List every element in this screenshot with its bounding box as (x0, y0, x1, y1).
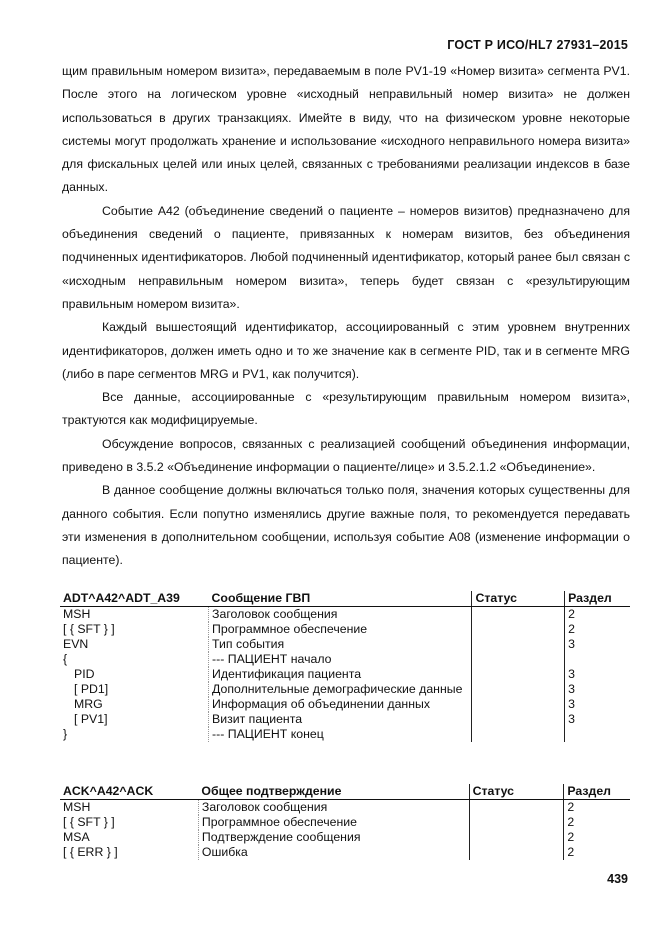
segment-code: MSH (63, 607, 91, 621)
paragraph-identifiers: Каждый вышестоящий идентификатор, ассоциированный с этим уровнем внутренних идентификаторов, должен иметь одно и то же значение как в сегменте PID, так и в сегменте MRG (либо в паре сегментов MRG и PV1, как получится). (62, 320, 630, 381)
document-standard-header: ГОСТ Р ИСО/HL7 27931–2015 (447, 38, 628, 52)
segment-status (472, 667, 565, 682)
table-row (60, 845, 630, 860)
segment-section: 2 (564, 800, 630, 816)
segment-status (472, 637, 565, 652)
segment-description: Информация об объединении данных (209, 697, 472, 712)
paragraph-fields: В данное сообщение должны включаться только поля, значения которых существенны для данного события. Если попутно изменялись другие важные поля, то рекомендуется передавать эти изменения в дополнительном сообщении, используя событие A08 (изменение информации о пациенте). (62, 483, 630, 568)
paragraph-modifiable: Все данные, ассоциированные с «результирующим правильным номером визита», трактуются как модифицируемые. (62, 390, 630, 428)
page-number: 439 (607, 872, 628, 886)
table-row (60, 697, 630, 712)
table-header-row (60, 591, 630, 607)
table-row (60, 727, 630, 742)
segment-status (472, 607, 565, 623)
column-header-status: Статус (472, 591, 565, 607)
table-row (60, 682, 630, 697)
table-row (60, 637, 630, 652)
column-header-section: Раздел (565, 591, 630, 607)
segment-description: Заголовок сообщения (198, 800, 469, 816)
segment-description: Идентификация пациента (209, 667, 472, 682)
segment-status (472, 682, 565, 697)
segment-status (472, 712, 565, 727)
segment-status (472, 652, 565, 667)
segment-section: 3 (565, 697, 630, 712)
segment-section (565, 727, 630, 742)
table-row (60, 815, 630, 830)
table-header-row (60, 784, 630, 800)
segment-section: 3 (565, 712, 630, 727)
segment-status (472, 622, 565, 637)
body-text (62, 60, 630, 573)
segment-status (469, 815, 564, 830)
segment-section: 2 (564, 845, 630, 860)
table-row (60, 622, 630, 637)
segment-description: --- ПАЦИЕНТ конец (209, 727, 472, 742)
column-header-message: ADT^A42^ADT_A39 (60, 591, 209, 607)
segment-code: EVN (63, 637, 89, 651)
segment-description: Ошибка (198, 845, 469, 860)
segment-code: [ { SFT } ] (63, 815, 115, 829)
segment-description: Тип события (209, 637, 472, 652)
segment-description: Визит пациента (209, 712, 472, 727)
adt-a42-message-table (60, 591, 630, 742)
column-header-description: Сообщение ГВП (209, 591, 472, 607)
segment-section: 3 (565, 637, 630, 652)
segment-description: Подтверждение сообщения (198, 830, 469, 845)
table-row (60, 652, 630, 667)
segment-section (565, 652, 630, 667)
segment-section: 2 (565, 607, 630, 623)
segment-code: PID (74, 667, 95, 681)
segment-status (469, 830, 564, 845)
segment-section: 2 (564, 830, 630, 845)
segment-code: MRG (74, 697, 103, 711)
segment-code: } (63, 727, 68, 741)
segment-code: [ { ERR } ] (63, 845, 118, 859)
ack-a42-message-table (60, 784, 630, 860)
segment-status (469, 845, 564, 860)
segment-description: Программное обеспечение (198, 815, 469, 830)
segment-code: MSA (63, 830, 90, 844)
segment-section: 3 (565, 667, 630, 682)
column-header-section: Раздел (564, 784, 630, 800)
paragraph-merge-reference: Обсуждение вопросов, связанных с реализацией сообщений объединения информации, приведено в 3.5.2 «Объединение информации о пациенте/лице» и 3.5.2.1.2 «Объединение». (62, 436, 630, 475)
table-row (60, 607, 630, 623)
table-row (60, 667, 630, 682)
segment-description: Заголовок сообщения (209, 607, 472, 623)
segment-description: --- ПАЦИЕНТ начало (209, 652, 472, 667)
table-row (60, 800, 630, 816)
segment-status (469, 800, 564, 816)
table-row (60, 830, 630, 845)
segment-code: [ PV1] (74, 712, 108, 726)
paragraph-a42-event: Событие A42 (объединение сведений о пациенте – номеров визитов) предназначено для объединения сведений о пациенте, привязанных к номерам визитов, без объединения подчиненных идентификаторов. Любой подчиненный идентификатор, который ранее был связан с «исходным неправильным номером визита», теперь будет связан с «результирующим правильным номером визита». (62, 203, 630, 311)
segment-description: Программное обеспечение (209, 622, 472, 637)
segment-code: [ { SFT } ] (63, 622, 115, 636)
segment-section: 2 (564, 815, 630, 830)
segment-section: 2 (565, 622, 630, 637)
segment-code: [ PD1] (74, 682, 109, 696)
paragraph-continuation: щим правильным номером визита», передаваемым в поле PV1-19 «Номер визита» сегмента PV1. После этого на логическом уровне «исходный неправильный номер визита» не должен использоваться в других транзакциях. Имейте в виду, что на физическом уровне некоторые системы могут продолжать хранение и использование «исходного неправильного номера визита» для фискальных целей или иных целей, связанных с требованиями реализации индексов в базе данных. (62, 64, 630, 195)
column-header-status: Статус (469, 784, 564, 800)
column-header-description: Общее подтверждение (198, 784, 469, 800)
segment-description: Дополнительные демографические данные (209, 682, 472, 697)
table-row (60, 712, 630, 727)
column-header-message: ACK^A42^ACK (60, 784, 198, 800)
segment-section: 3 (565, 682, 630, 697)
segment-code: MSH (63, 800, 91, 814)
segment-status (472, 727, 565, 742)
segment-status (472, 697, 565, 712)
segment-code: { (63, 652, 68, 666)
